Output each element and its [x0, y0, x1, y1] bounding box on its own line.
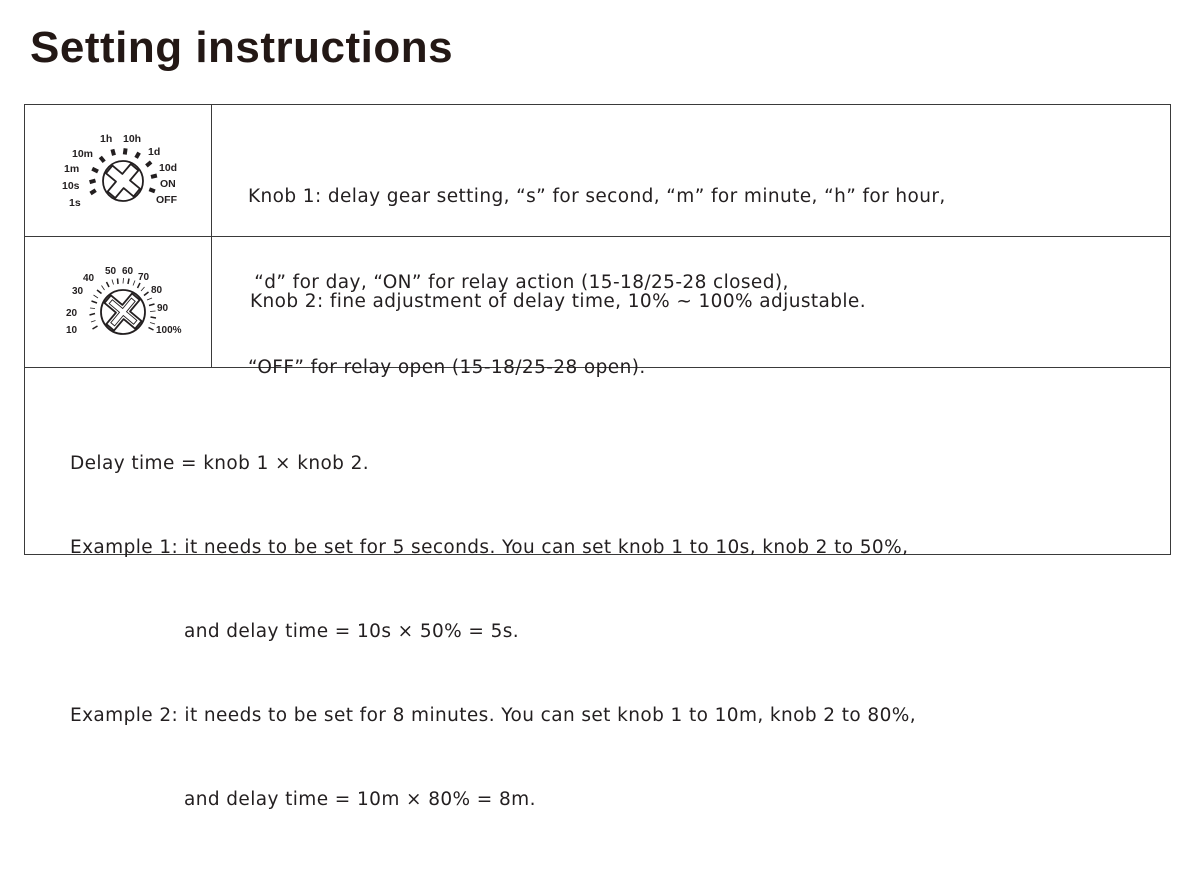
- example2-line: Example 2: it needs to be set for 8 minutes. You can set knob 1 to 10m, knob 2 to 80%,: [70, 705, 917, 726]
- knob2-dial-icon: [25, 236, 211, 367]
- knob1-description-line: “d” for day, “ON” for relay action (15-18/25-28 closed),: [248, 271, 789, 293]
- knob2-scale-label: 40: [83, 273, 95, 284]
- knob2-scale-label: 20: [66, 308, 78, 319]
- knob2-scale-label: 30: [72, 286, 84, 297]
- knob1-scale-label: 10s: [62, 180, 80, 192]
- knob1-scale-label: 1s: [69, 197, 81, 209]
- formula-line: Delay time = knob 1 × knob 2.: [70, 453, 370, 474]
- knob1-scale-label: 1d: [148, 146, 161, 158]
- settings-table: [24, 104, 1171, 810]
- column-divider: [211, 105, 212, 367]
- knob2-diagram: [25, 236, 211, 367]
- knob2-scale-label: 70: [138, 272, 150, 283]
- knob1-scale-label: 1m: [64, 163, 80, 175]
- knob1-scale-label: OFF: [156, 194, 177, 206]
- knob1-scale-label: 10h: [123, 133, 142, 145]
- knob2-scale-label: 80: [151, 285, 163, 296]
- knob1-description: [248, 126, 946, 440]
- knob2-scale-label: 90: [157, 303, 169, 314]
- knob1-description-line: Knob 1: delay gear setting, “s” for second, “m” for minute, “h” for hour,: [248, 186, 946, 207]
- knob2-scale-label: 100%: [156, 325, 182, 336]
- knob1-dial-icon: [25, 105, 211, 236]
- knob2-scale-label: 10: [66, 325, 78, 336]
- knob1-description-line: “OFF” for relay open (15-18/25-28 open).: [248, 357, 646, 378]
- knob2-description: Knob 2: fine adjustment of delay time, 10% ~ 100% adjustable.: [250, 291, 866, 312]
- page-title: Setting instructions: [30, 23, 454, 72]
- knob2-scale-label: 50: [105, 266, 117, 277]
- knob1-diagram: [25, 105, 211, 236]
- knob1-scale-label: 10m: [72, 148, 94, 160]
- example2-result: and delay time = 10m × 80% = 8m.: [184, 789, 536, 810]
- knob2-scale-label: 60: [122, 266, 134, 277]
- knob1-scale-label: 10d: [159, 162, 178, 174]
- delay-formula: [70, 394, 916, 870]
- knob1-scale-label: 1h: [100, 133, 113, 145]
- example1-result: and delay time = 10s × 50% = 5s.: [184, 621, 520, 642]
- example1-line: Example 1: it needs to be set for 5 seconds. You can set knob 1 to 10s, knob 2 to 50%,: [70, 537, 909, 558]
- knob1-scale-label: ON: [160, 178, 176, 190]
